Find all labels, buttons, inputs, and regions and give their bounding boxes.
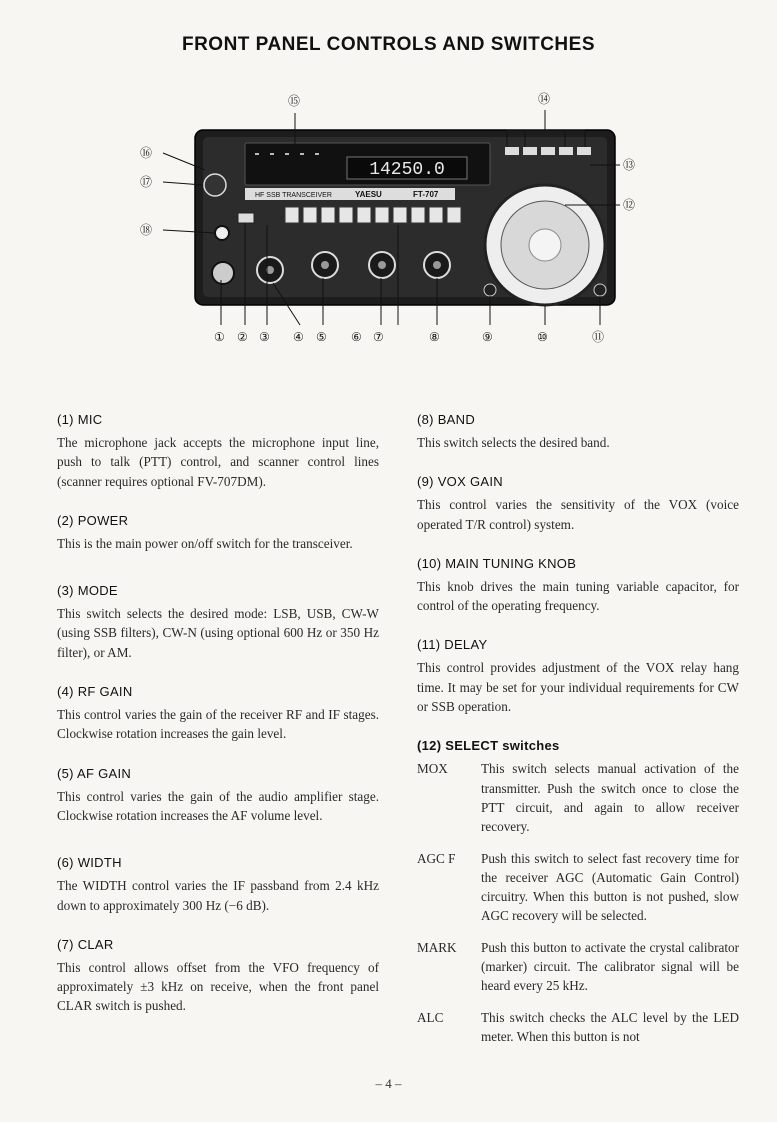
section-body: The microphone jack accepts the microphone input line, push to talk (PTT) control, and scanner control lines (scanner requires optional FV-707DM).	[57, 435, 379, 489]
callout-12: ⑫	[623, 198, 636, 212]
table-row	[417, 849, 739, 938]
callout-9: ⑨	[482, 330, 493, 344]
frequency-display: 14250.0	[369, 160, 445, 180]
switch-description: Push this button to activate the crystal calibrator (marker) circuit. The calibrator signal will be heard every 25 kHz.	[481, 939, 739, 994]
left-column	[57, 412, 379, 1016]
section-heading: (1) MIC	[57, 412, 103, 427]
right-column	[417, 412, 739, 1058]
section-width	[57, 855, 379, 915]
section-body: This control varies the gain of the receiver RF and IF stages. Clockwise rotation increases the gain level.	[57, 707, 379, 742]
callout-13: ⑬	[623, 158, 636, 172]
section-delay	[417, 637, 739, 716]
section-heading: (6) WIDTH	[57, 855, 122, 871]
page-number: – 4 –	[375, 1076, 402, 1091]
callout-17: ⑰	[140, 175, 153, 189]
section-af-gain	[57, 766, 379, 826]
section-main-tuning-knob	[417, 556, 739, 616]
page-title: FRONT PANEL CONTROLS AND SWITCHES	[181, 34, 596, 55]
callout-10: ⑩	[537, 330, 548, 344]
switch-name: AGC F	[417, 850, 456, 866]
callout-5: ⑤	[316, 330, 327, 344]
section-power	[57, 513, 379, 553]
section-body: The WIDTH control varies the IF passband from 2.4 kHz down to approximately 300 Hz (−6 dB).	[57, 878, 379, 913]
callout-7: ⑦	[373, 330, 384, 344]
section-heading: (12) SELECT switches	[417, 738, 560, 754]
section-body: This control varies the gain of the audio amplifier stage. Clockwise rotation increases the AF volume level.	[57, 788, 379, 823]
section-rf-gain	[57, 684, 379, 744]
section-heading: (3) MODE	[57, 583, 118, 599]
switch-name: MARK	[417, 939, 457, 955]
section-heading: (8) BAND	[417, 412, 476, 427]
table-row	[417, 1008, 739, 1059]
section-body: This switch selects the desired band.	[417, 435, 610, 450]
brand-label: YAESU	[355, 190, 382, 199]
section-mode	[57, 583, 379, 662]
section-clar	[57, 937, 379, 1016]
switch-description: Push this switch to select fast recovery time for the receiver AGC (Automatic Gain Control) circuitry. When this button is not pushed, slow AGC recovery will be selected.	[481, 850, 739, 924]
type-label: HF SSB TRANSCEIVER	[255, 192, 332, 199]
table-row	[417, 759, 739, 848]
section-body: This control allows offset from the VFO frequency of approximately ±3 kHz on receive, when the front panel CLAR switch is pushed.	[57, 959, 379, 1014]
callout-4: ④	[293, 330, 304, 344]
callout-16: ⑯	[140, 146, 153, 160]
section-body: This control varies the sensitivity of the VOX (voice operated T/R control) system.	[417, 497, 739, 532]
section-mic	[57, 412, 379, 491]
section-heading: (4) RF GAIN	[57, 684, 133, 700]
callout-2: ②	[237, 330, 248, 344]
section-vox-gain	[417, 474, 739, 534]
section-heading: (5) AF GAIN	[57, 765, 132, 781]
select-switches-table	[417, 759, 739, 1058]
section-body: This knob drives the main tuning variable capacitor, for control of the operating frequency.	[417, 578, 739, 614]
callout-11: ⑪	[592, 330, 605, 344]
switch-description: This switch selects manual activation of the transmitter. Push the switch once to close the PTT circuit, and again to allow receiver recovery.	[481, 761, 739, 835]
section-body: This is the main power on/off switch for the transceiver.	[57, 535, 353, 551]
table-row	[417, 938, 739, 1008]
section-heading: (2) POWER	[57, 512, 129, 528]
section-heading: (11) DELAY	[417, 637, 488, 653]
callout-18: ⑱	[140, 223, 153, 237]
model-label: FT-707	[413, 190, 439, 199]
transceiver-front-panel-figure	[95, 85, 685, 350]
section-heading: (9) VOX GAIN	[417, 474, 503, 490]
callout-15: ⑮	[288, 94, 301, 108]
section-heading: (7) CLAR	[57, 936, 114, 952]
callout-14: ⑭	[538, 92, 551, 106]
callout-1: ①	[214, 330, 225, 344]
section-body: This control provides adjustment of the VOX relay hang time. It may be set for your individual requirements for CW or SSB operation.	[417, 660, 739, 715]
section-select-switches	[417, 738, 739, 1058]
switch-description: This switch checks the ALC level by the LED meter. When this button is not	[481, 1009, 739, 1044]
section-heading: (10) MAIN TUNING KNOB	[417, 555, 577, 571]
callout-3: ③	[259, 330, 270, 344]
switch-name: MOX	[417, 761, 448, 777]
callout-8: ⑧	[429, 330, 440, 344]
section-band	[417, 412, 739, 452]
callout-6: ⑥	[351, 330, 362, 344]
switch-name: ALC	[417, 1009, 444, 1025]
section-body: This switch selects the desired mode: LSB, USB, CW-W (using SSB filters), CW-N (using optional 600 Hz or 350 Hz filter), or AM.	[57, 606, 379, 660]
